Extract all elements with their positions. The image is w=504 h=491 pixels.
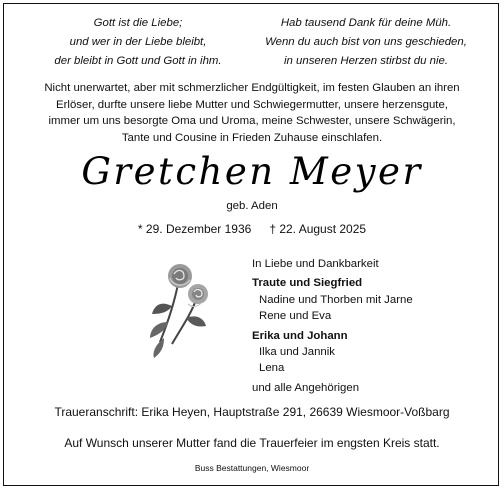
poem-line: der bleibt in Gott und Gott in ihm.: [54, 55, 222, 67]
poem-left: [38, 14, 238, 71]
poem-right: [262, 14, 470, 71]
intro-line: Tante und Cousine in Frieden Zuhause einschlafen.: [121, 131, 383, 144]
undertaker-credit: Buss Bestattungen, Wiesmoor: [194, 463, 310, 473]
family-member: Ilka und Jannik: [259, 346, 335, 359]
family-member: Rene und Eva: [259, 310, 332, 323]
birth-name: geb. Aden: [226, 200, 278, 212]
intro-line: Nicht unerwartet, aber mit schmerzlicher Endgültigkeit, im festen Glauben an ihren: [44, 82, 460, 94]
family-head: Traute und Siegfried: [252, 277, 363, 290]
mourners-list: [252, 256, 492, 396]
family-member: Nadine und Thorben mit Jarne: [259, 293, 413, 306]
poem-line: in unseren Herzen stirbst du nie.: [284, 55, 448, 67]
intro-line: Erlöser, durfte unsere liebe Mutter und Schwiegermutter, unsere herzensgute,: [56, 98, 448, 111]
poem-line: Hab tausend Dank für deine Müh.: [280, 17, 452, 29]
life-dates: [0, 222, 504, 236]
poem-line: Wenn du auch bist von uns geschieden,: [265, 36, 467, 48]
funeral-notice: Auf Wunsch unserer Mutter fand die Trauerfeier im engsten Kreis statt.: [64, 436, 440, 450]
mourners-intro: In Liebe und Dankbarkeit: [252, 258, 379, 270]
birth-date: * 29. Dezember 1936: [137, 222, 252, 236]
mourning-address: Traueranschrift: Erika Heyen, Hauptstraße 291, 26639 Wiesmoor-Voßbarg: [54, 405, 450, 419]
intro-line: immer um uns besorgte Oma und Uroma, meine Schwester, unsere Schwägerin,: [48, 115, 456, 128]
mourners-closing: und alle Angehörigen: [252, 381, 360, 394]
poem-line: Gott ist die Liebe;: [93, 17, 183, 29]
poem-line: und wer in der Liebe bleibt,: [69, 36, 207, 48]
family-head: Erika und Johann: [252, 329, 348, 342]
death-date: † 22. August 2025: [269, 222, 367, 236]
rose-icon: [138, 260, 218, 360]
deceased-name: Gretchen Meyer: [81, 150, 423, 193]
intro-text: [14, 80, 490, 146]
family-member: Lena: [259, 362, 285, 375]
